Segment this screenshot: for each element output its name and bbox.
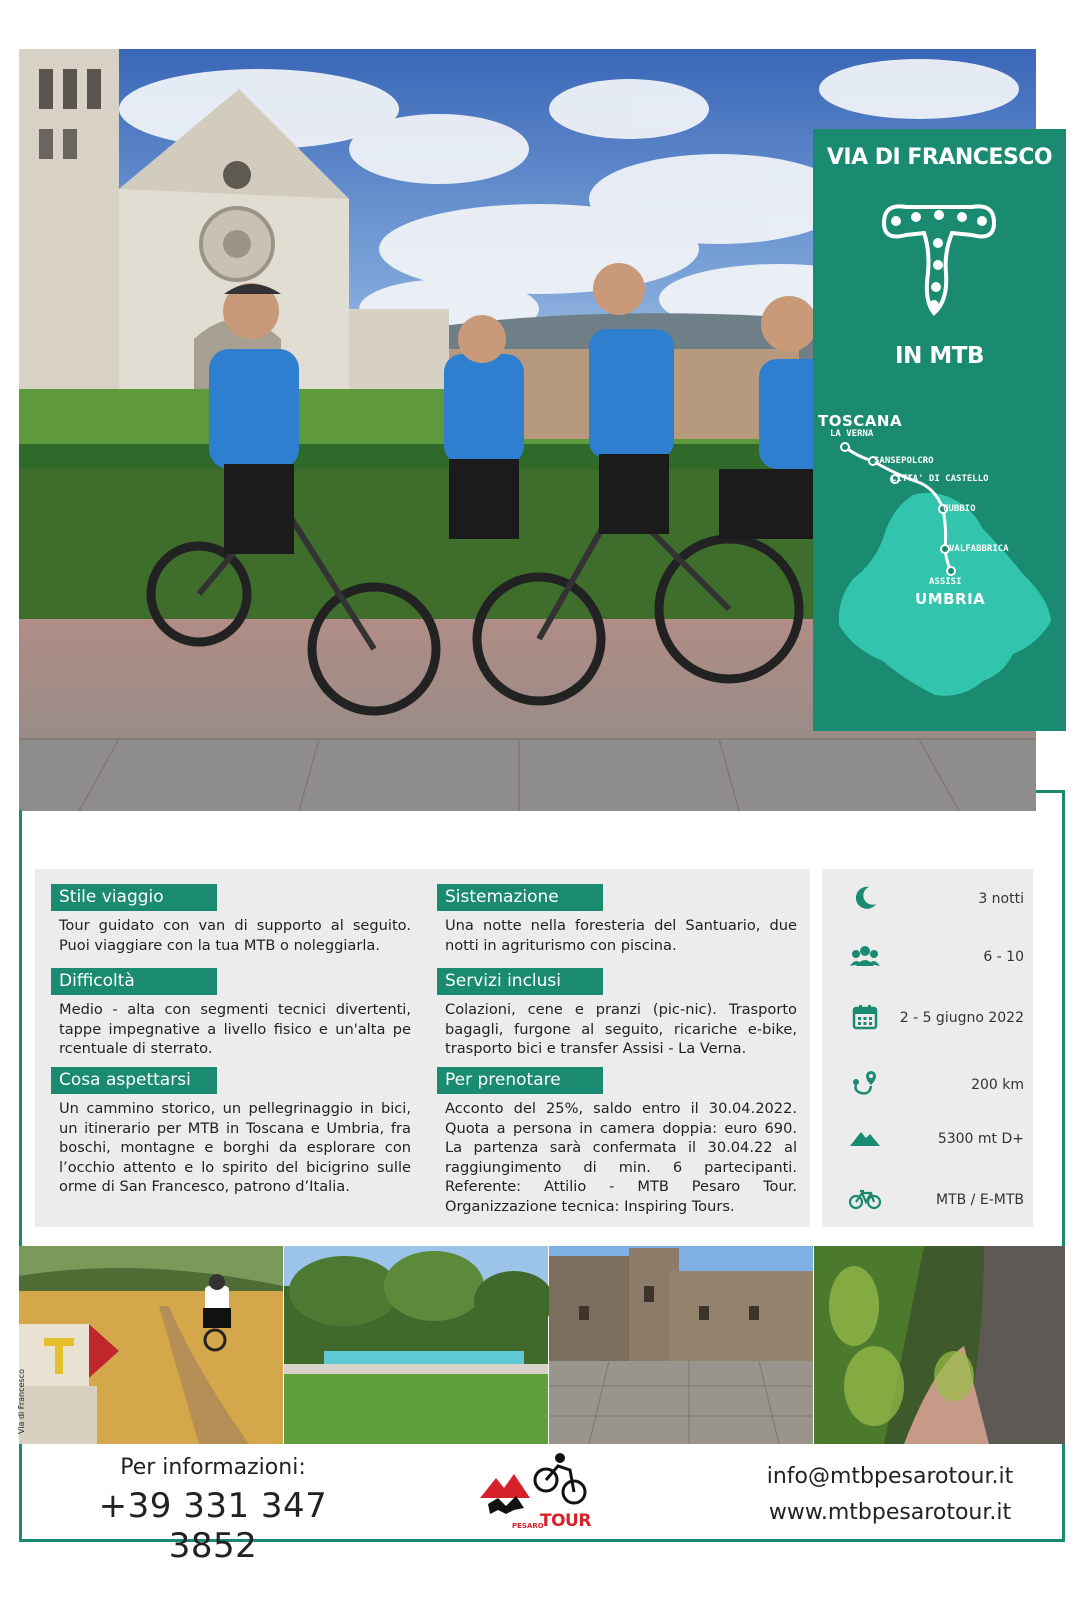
stop-la-verna-label: LA VERNA <box>830 429 874 439</box>
fact-value: 2 - 5 giugno 2022 <box>899 1010 1024 1026</box>
fact-value: 3 notti <box>978 891 1024 907</box>
umbria-route-map <box>813 399 1066 731</box>
section-difficolta <box>51 968 411 1059</box>
photo-trail <box>19 1246 283 1444</box>
route-title: VIA DI FRANCESCO <box>826 145 1053 170</box>
fact-value: 200 km <box>971 1077 1024 1093</box>
route-pin-icon <box>848 1067 882 1101</box>
photo-strip <box>19 1246 1065 1444</box>
photo-gorge <box>814 1246 1065 1444</box>
section-heading: Difficoltà <box>51 968 217 995</box>
fact-dates <box>822 1000 1033 1040</box>
fact-group-size <box>822 939 1033 979</box>
mountain-icon <box>848 1121 882 1155</box>
info-box <box>35 869 810 1227</box>
chain-t-logo <box>876 193 1002 321</box>
calendar-icon <box>848 1000 882 1034</box>
bicycle-icon <box>848 1182 882 1216</box>
frame-line <box>1036 790 1065 793</box>
section-servizi-inclusi <box>437 968 797 1059</box>
stop-assisi-label: ASSISI <box>929 577 962 587</box>
section-heading: Per prenotare <box>437 1067 603 1094</box>
website-link[interactable]: www.mtbpesarotour.it <box>768 1500 1012 1525</box>
sign-text: Via di Francesco <box>17 1369 26 1434</box>
fact-bike-type <box>822 1182 1033 1222</box>
section-heading: Stile viaggio <box>51 884 217 911</box>
fact-value: 6 - 10 <box>983 949 1024 965</box>
section-heading: Cosa aspettarsi <box>51 1067 217 1094</box>
region-toscana-label: TOSCANA <box>818 412 903 430</box>
brand-tour-text: TOUR <box>540 1511 591 1531</box>
section-heading: Servizi inclusi <box>437 968 603 995</box>
stop-gubbio-label: GUBBIO <box>943 504 976 514</box>
moon-icon <box>848 881 882 915</box>
footer-contact-web <box>745 1459 1035 1531</box>
fact-nights <box>822 881 1033 921</box>
section-body: Colazioni, cene e pranzi (pic-nic). Trasporto bagagli, furgone al seguito, ricariche e-bike, trasporto bici e transfer Assisi - La Verna. <box>445 1001 797 1058</box>
route-panel <box>813 129 1066 731</box>
section-body: Un cammino storico, un pellegrinaggio in bici, un itinerario per MTB in Toscana e Umbria, fra boschi, montagne e borghi da esplorare con l’occhio attento e lo spirito del bicigrino sulle orme di San Francesco, patrono d’Italia. <box>59 1100 411 1196</box>
facts-box <box>822 869 1033 1227</box>
stop-sansepolcro-label: SANSEPOLCRO <box>874 456 934 466</box>
fact-value: MTB / E-MTB <box>936 1192 1024 1208</box>
section-stile-viaggio <box>51 884 411 955</box>
email-link[interactable]: info@mtbpesarotour.it <box>766 1464 1014 1489</box>
stop-citta-di-castello-label: CITTA' DI CASTELLO <box>891 474 989 484</box>
section-cosa-aspettarsi <box>51 1067 411 1197</box>
photo-pool <box>284 1246 548 1444</box>
fact-elevation <box>822 1121 1033 1161</box>
section-sistemazione <box>437 884 797 955</box>
info-label: Per informazioni: <box>120 1455 306 1480</box>
section-per-prenotare <box>437 1067 797 1217</box>
fact-distance <box>822 1067 1033 1107</box>
group-icon <box>848 939 882 973</box>
region-umbria-label: UMBRIA <box>915 590 986 608</box>
stop-valfabbrica-label: VALFABBRICA <box>949 544 1009 554</box>
section-body: Una notte nella foresteria del Santuario, due notti in agriturismo con piscina. <box>445 917 797 954</box>
route-subtitle: IN MTB <box>895 343 984 369</box>
fact-value: 5300 mt D+ <box>937 1131 1024 1147</box>
footer-contact-phone <box>58 1455 368 1566</box>
phone-number[interactable]: +39 331 347 3852 <box>98 1486 328 1566</box>
section-heading: Sistemazione <box>437 884 603 911</box>
section-body: Tour guidato con van di supporto al seguito. Puoi viaggiare con la tua MTB o noleggiarla. <box>59 917 411 954</box>
photo-monastery <box>549 1246 813 1444</box>
brand-pesaro-text: PESARO <box>512 1522 544 1530</box>
section-body: Medio - alta con segmenti tecnici divertenti, tappe impegnative a livello fisico e un'alta pe rcentuale di sterrato. <box>59 1001 411 1058</box>
section-body: Acconto del 25%, saldo entro il 30.04.2022. Quota a persona in camera doppia: euro 690. La partenza sarà confermata il 30.04.22 al raggiungimento di min. 6 partecipanti. Referente: Attilio - MTB Pesaro Tour. Organizzazione tecnica: Inspiring Tours. <box>445 1100 797 1215</box>
